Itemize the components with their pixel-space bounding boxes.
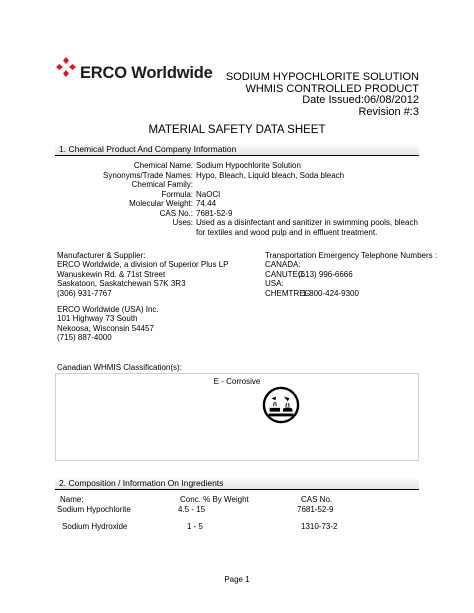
field-value-continued: for textiles and wood pulp and in effluent treatment. (196, 227, 378, 237)
field-key: CAS No.: (159, 208, 193, 218)
field-value: 7681-52-9 (196, 208, 233, 218)
whmis-heading: Canadian WHMIS Classification(s): (57, 363, 182, 372)
chemtrec-phone: 1-800-424-9300 (302, 288, 359, 298)
address-line: ERCO Worldwide (USA) Inc. (57, 305, 159, 314)
field-value: 74.44 (196, 199, 217, 208)
phone-number: (306) 931-7767 (57, 288, 112, 298)
section-2-heading: 2. Composition / Information On Ingredients (55, 477, 419, 490)
field-value: Used as a disinfectant and sanitizer in swimming pools, bleach (196, 218, 418, 227)
field-value: Hypo, Bleach, Liquid bleach, Soda bleach (196, 170, 345, 180)
product-name: SODIUM HYPOCHLORITE SOLUTION (225, 71, 419, 83)
ingredient-name: Sodium Hypochlorite (57, 505, 131, 514)
field-key: Uses: (172, 218, 193, 227)
company-logo-text: ERCO Worldwide (80, 64, 213, 82)
chemtrec-label: CHEMTREC (265, 288, 311, 298)
field-key: Chemical Family: (131, 180, 193, 189)
ingredient-name: Sodium Hydroxide (62, 522, 128, 531)
corrosive-pictogram-icon (262, 386, 300, 424)
canada-label: CANADA: (265, 260, 301, 270)
field-key: Synonyms/Trade Names: (103, 170, 193, 180)
emergency-contacts (265, 251, 438, 299)
field-value: NaOCl (196, 189, 221, 199)
phone-number: (715) 887-4000 (57, 333, 112, 343)
field-key: Molecular Weight: (129, 199, 193, 208)
field-key: Formula: (161, 189, 193, 199)
canutec-label: CANUTEC (265, 269, 304, 279)
ingredient-cas: 7681-52-9 (297, 505, 334, 514)
address-line: Wanuskewin Rd. & 71st Street (57, 269, 166, 279)
field-value: Sodium Hypochlorite Solution (196, 161, 301, 170)
address-line: Nekoosa, Wisconsin 54457 (57, 323, 154, 333)
revision-number: Revision #:3 (358, 105, 419, 118)
emergency-heading: Transportation Emergency Telephone Numbers : (265, 251, 438, 260)
column-header-concentration: Conc. % By Weight (180, 495, 249, 504)
column-header-cas: CAS No. (301, 495, 333, 504)
chemical-identification (0, 161, 474, 241)
usa-label: USA: (265, 279, 284, 289)
canutec-phone: (613) 996-6666 (298, 269, 353, 279)
manufacturer-block (57, 251, 228, 298)
document-title: MATERIAL SAFETY DATA SHEET (148, 124, 326, 136)
whmis-classification-box (55, 373, 419, 461)
erco-logo-icon (55, 56, 77, 78)
address-line: ERCO Worldwide, a division of Superior Plus LP (57, 260, 229, 270)
section-1-heading: 1. Chemical Product And Company Information (55, 143, 419, 156)
whmis-class-label: E - Corrosive (213, 377, 261, 386)
ingredient-concentration: 1 - 5 (187, 522, 204, 531)
document-header (226, 72, 419, 118)
address-line: 101 Highway 73 South (57, 314, 138, 324)
manufacturer-heading: Manufacturer & Supplier: (57, 251, 146, 260)
ingredient-concentration: 4.5 - 15 (178, 505, 206, 514)
ingredient-cas: 1310-73-2 (301, 522, 338, 531)
field-key: Chemical Name: (133, 161, 193, 170)
usa-office-block (57, 305, 159, 343)
date-issued: Date Issued:06/08/2012 (302, 94, 419, 106)
page-number: Page 1 (224, 575, 250, 584)
column-header-name: Name: (60, 495, 84, 504)
address-line: Saskatoon, Saskatchewan S7K 3R3 (57, 279, 186, 289)
whmis-status: WHMIS CONTROLLED PRODUCT (245, 82, 419, 95)
